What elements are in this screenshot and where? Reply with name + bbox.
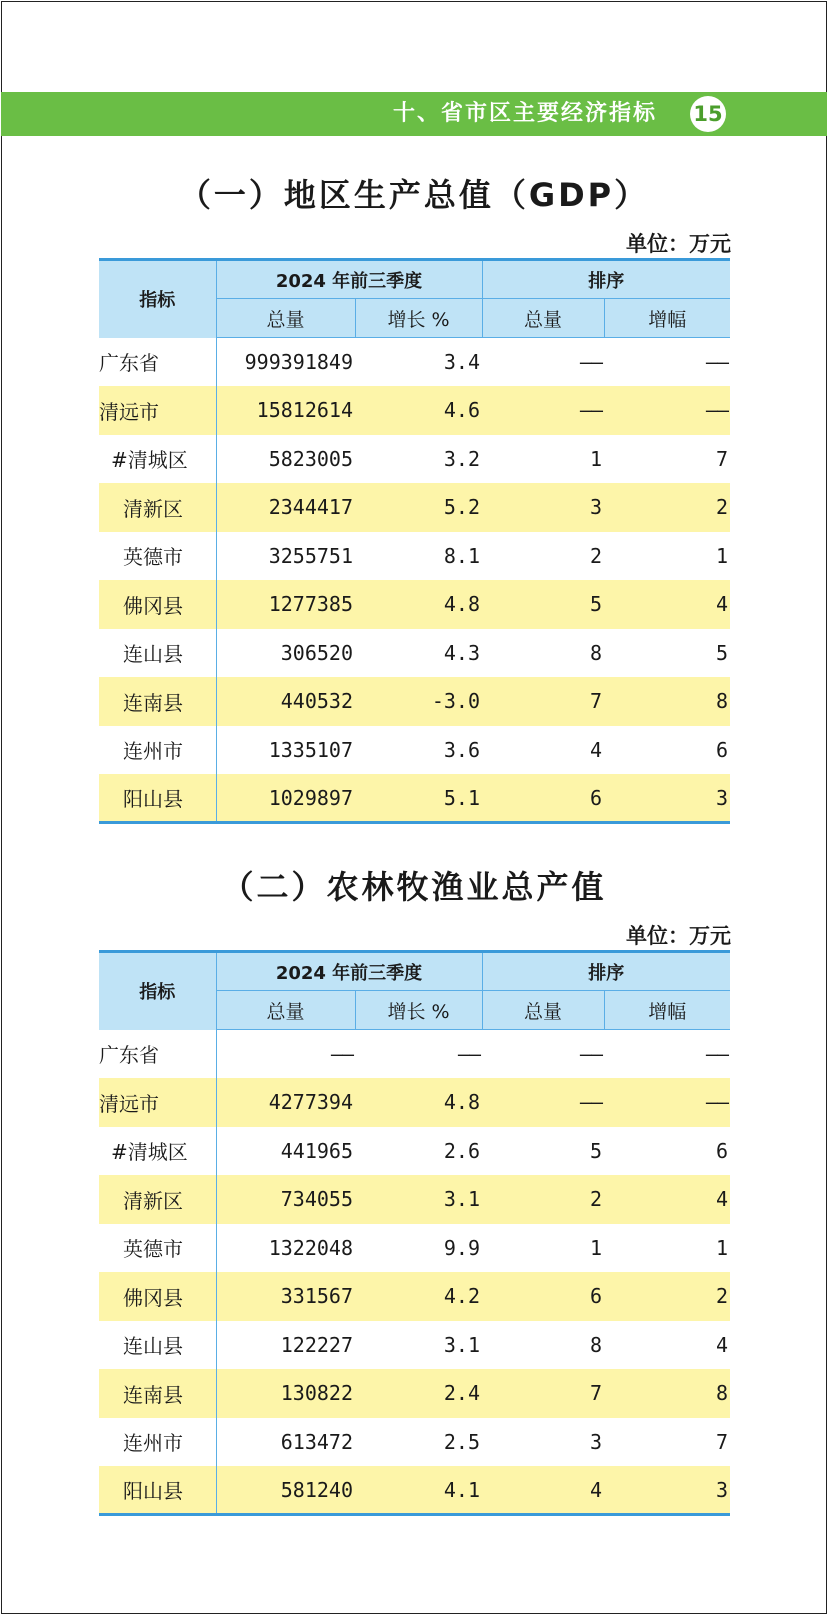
cell-total: 130822 (216, 1369, 355, 1418)
section-title-gdp: （一）地区生产总值（GDP） (178, 176, 650, 214)
cell-rank-total: 1 (589, 446, 602, 471)
cell-total: 306520 (280, 640, 353, 665)
cell-growth: 2.4 (355, 1369, 482, 1418)
row-name: 佛冈县 (99, 1272, 216, 1321)
cell-rank-growth: 1 (715, 1235, 728, 1260)
row-name: 阳山县 (99, 774, 216, 823)
cell-growth: 4.6 (355, 386, 482, 435)
cell-growth: 4.8 (355, 580, 482, 629)
cell-rank-growth: 4 (604, 1175, 730, 1224)
header-total: 总量 (216, 299, 355, 338)
table-row (99, 1078, 730, 1127)
cell-growth: —— (457, 1042, 480, 1066)
cell-total: 440532 (216, 677, 355, 726)
table-row (99, 1030, 730, 1079)
gdp-table (99, 258, 730, 824)
cell-rank-growth: 2 (604, 1272, 730, 1321)
cell-rank-total: 3 (482, 483, 604, 532)
cell-rank-total: 2 (482, 1175, 604, 1224)
chapter-header-bar (1, 92, 827, 136)
row-name: 佛冈县 (99, 580, 216, 629)
cell-growth: 2.6 (443, 1138, 480, 1163)
row-name: 连南县 (99, 1369, 216, 1418)
cell-total: 122227 (280, 1332, 353, 1357)
cell-growth: 9.9 (443, 1235, 480, 1260)
row-name: 连南县 (99, 677, 216, 726)
agriculture-table (99, 950, 730, 1516)
table-row (99, 483, 730, 532)
cell-rank-growth: —— (604, 1078, 730, 1127)
cell-total: 581240 (216, 1466, 355, 1515)
cell-growth: 4.3 (443, 640, 480, 665)
cell-rank-growth: 4 (604, 580, 730, 629)
header-rank-total: 总量 (482, 299, 604, 338)
unit-label-agriculture: 单位：万元 (626, 924, 731, 948)
cell-total: 3255751 (268, 543, 353, 568)
row-name: 清新区 (99, 483, 216, 532)
table-row (99, 580, 730, 629)
cell-growth: 5.2 (355, 483, 482, 532)
table-row (99, 774, 730, 823)
cell-rank-growth: 8 (604, 1369, 730, 1418)
cell-rank-total: 5 (482, 580, 604, 629)
unit-label-gdp: 单位：万元 (626, 232, 731, 256)
cell-total: 1277385 (216, 580, 355, 629)
cell-rank-total: 7 (482, 677, 604, 726)
row-name: 阳山县 (99, 1466, 216, 1515)
cell-rank-growth: 2 (604, 483, 730, 532)
header-total: 总量 (216, 991, 355, 1030)
header-growth: 增长 % (355, 991, 482, 1030)
header-ranking: 排序 (482, 952, 730, 991)
cell-rank-growth: 4 (715, 1332, 728, 1357)
cell-rank-total: —— (482, 1078, 604, 1127)
header-indicator: 指标 (99, 952, 216, 1030)
cell-total: 2344417 (216, 483, 355, 532)
row-name: 广东省 (99, 338, 216, 387)
cell-total: 999391849 (244, 350, 353, 374)
cell-growth: -3.0 (355, 677, 482, 726)
table-row (99, 435, 730, 484)
page-number-badge: 15 (690, 96, 726, 132)
section-title-agriculture: （二）农林牧渔业总产值 (221, 868, 607, 906)
cell-total: 1029897 (216, 774, 355, 823)
cell-growth: 4.8 (355, 1078, 482, 1127)
row-name: 连州市 (99, 726, 216, 775)
cell-rank-total: 8 (589, 1332, 602, 1357)
cell-rank-total: 5 (589, 1138, 602, 1163)
header-rank-total: 总量 (482, 991, 604, 1030)
header-indicator: 指标 (99, 260, 216, 338)
row-name: 连山县 (99, 629, 216, 678)
table-row (99, 1127, 730, 1176)
cell-rank-total: 3 (589, 1429, 602, 1454)
header-period: 2024 年前三季度 (216, 952, 482, 991)
cell-rank-growth: 7 (715, 446, 728, 471)
header-rank-growth: 增幅 (604, 991, 730, 1030)
row-name: 清远市 (99, 386, 216, 435)
table-row (99, 1272, 730, 1321)
cell-total: —— (330, 1042, 353, 1066)
cell-rank-total: 2 (589, 543, 602, 568)
row-name: 连山县 (99, 1321, 216, 1370)
cell-total: 734055 (216, 1175, 355, 1224)
cell-rank-total: —— (579, 1042, 602, 1066)
table-row (99, 1175, 730, 1224)
cell-rank-growth: 7 (715, 1429, 728, 1454)
table-row (99, 1369, 730, 1418)
cell-total: 613472 (280, 1429, 353, 1454)
cell-growth: 3.1 (443, 1332, 480, 1357)
cell-rank-growth: 1 (715, 543, 728, 568)
cell-rank-total: 8 (589, 640, 602, 665)
table-row (99, 726, 730, 775)
cell-growth: 3.2 (443, 446, 480, 471)
cell-total: 1335107 (268, 737, 353, 762)
row-name: 清远市 (99, 1078, 216, 1127)
table-row (99, 677, 730, 726)
cell-total: 1322048 (268, 1235, 353, 1260)
row-name: #清城区 (99, 435, 216, 484)
row-name: #清城区 (99, 1127, 216, 1176)
row-name: 广东省 (99, 1030, 216, 1079)
cell-rank-total: —— (482, 386, 604, 435)
table-row (99, 1466, 730, 1515)
table-row (99, 1418, 730, 1467)
cell-rank-total: 4 (589, 737, 602, 762)
table-row (99, 532, 730, 581)
cell-rank-total: 1 (589, 1235, 602, 1260)
cell-growth: 3.6 (443, 737, 480, 762)
cell-growth: 3.4 (443, 350, 480, 374)
cell-total: 15812614 (216, 386, 355, 435)
cell-rank-total: 6 (482, 1272, 604, 1321)
cell-growth: 3.1 (355, 1175, 482, 1224)
cell-rank-growth: 3 (604, 774, 730, 823)
table-row (99, 629, 730, 678)
cell-rank-growth: —— (705, 1042, 728, 1066)
cell-total: 5823005 (268, 446, 353, 471)
cell-rank-growth: —— (604, 386, 730, 435)
row-name: 清新区 (99, 1175, 216, 1224)
cell-total: 4277394 (216, 1078, 355, 1127)
cell-total: 441965 (280, 1138, 353, 1163)
row-name: 英德市 (99, 532, 216, 581)
cell-rank-total: —— (579, 350, 602, 374)
chapter-title: 十、省市区主要经济指标 (392, 101, 657, 126)
cell-growth: 5.1 (355, 774, 482, 823)
cell-growth: 4.1 (355, 1466, 482, 1515)
header-growth: 增长 % (355, 299, 482, 338)
table-row (99, 338, 730, 387)
header-rank-growth: 增幅 (604, 299, 730, 338)
cell-rank-growth: 5 (715, 640, 728, 665)
table-row (99, 1224, 730, 1273)
cell-rank-growth: —— (705, 350, 728, 374)
cell-rank-growth: 3 (604, 1466, 730, 1515)
cell-rank-total: 7 (482, 1369, 604, 1418)
cell-rank-total: 4 (482, 1466, 604, 1515)
cell-total: 331567 (216, 1272, 355, 1321)
cell-growth: 2.5 (443, 1429, 480, 1454)
header-period: 2024 年前三季度 (216, 260, 482, 299)
cell-rank-growth: 8 (604, 677, 730, 726)
row-name: 连州市 (99, 1418, 216, 1467)
header-ranking: 排序 (482, 260, 730, 299)
cell-rank-growth: 6 (715, 737, 728, 762)
cell-growth: 4.2 (355, 1272, 482, 1321)
table-row (99, 386, 730, 435)
cell-growth: 8.1 (443, 543, 480, 568)
cell-rank-growth: 6 (715, 1138, 728, 1163)
row-name: 英德市 (99, 1224, 216, 1273)
table-row (99, 1321, 730, 1370)
cell-rank-total: 6 (482, 774, 604, 823)
